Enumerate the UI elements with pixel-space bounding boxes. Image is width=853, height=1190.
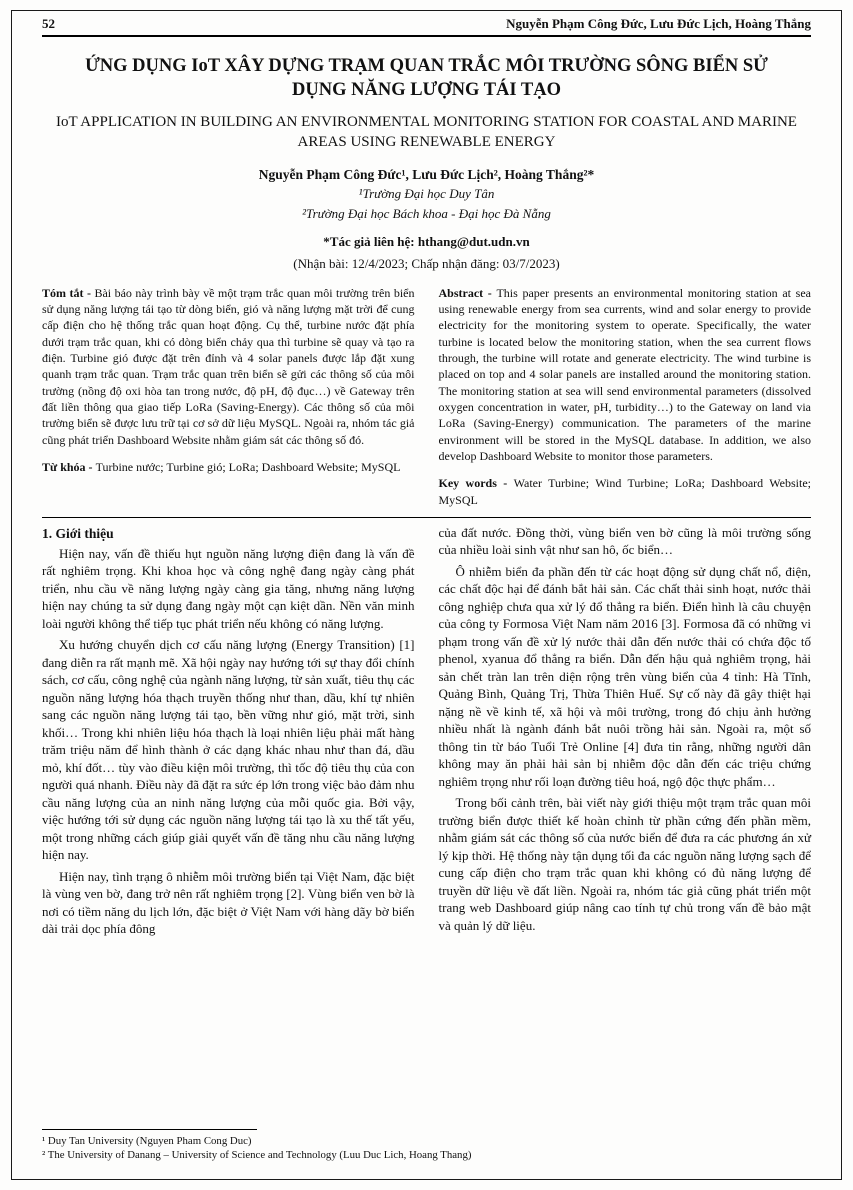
abstract-vi-text: Bài báo này trình bày về một trạm trắc quan môi trường trên biển sử dụng năng lượng tái tạo từ dòng biển, gió và năng lượng mặt trời để cung cấp điện cho hệ thống trắc quan hoạt động. Cụ thể, turbine nước đặt phía dưới trạm trắc quan, khi có dòng biển chảy qua thì turbine sẽ quay và tạo ra điện. Turbine gió được đặt trên đỉnh và 4 solar panels được lắp đặt xung quanh trạm trắc quan. Trạm trắc quan trên biển sẽ gửi các thông số của môi trường (nồng độ oxi hòa tan trong nước, độ pH, độ đục…) về Gateway trên đất liền thông qua giao tiếp LoRa (Saving-Energy). Các thông số của môi trường biển sẽ được lưu trữ tại cơ sở dữ liệu MySQL. Ngoài ra, nhóm tác giả cũng phát triển Dashboard Website nhằm giám sát các thông số đó. <box>42 285 415 447</box>
body-paragraph: Ô nhiễm biển đa phần đến từ các hoạt động sử dụng chất nổ, điện, các chất độc hại để đánh bắt hải sản. Các chất thải sinh hoạt, nước thải công nghiệp chưa qua xử lý đổ thẳng ra biển. Điển hình là câu chuyện của công ty Formosa Việt Nam năm 2016 [3]. Formosa đã có những vi phạm trong vấn đề xử lý nước thải dẫn đến nước thải có chứa độc tố phenol, xyanua đổ thẳng ra biển. Dẫn đến hậu quả nghiêm trọng, hải sản chết tràn lan trên diện rộng trên vùng biển của 4 tỉnh: Hà Tĩnh, Quảng Bình, Quảng Trị, Thừa Thiên Huế. Sự cố này đã gây thiệt hại nặng nề về kinh tế, xã hội và môi trường, trong đó chịu ảnh hưởng nhiều nhất là ngành đánh bắt nuôi trồng hải sản. Ngoài ra, một số thông tin từ báo Tuổi Trẻ Online [4] đưa tin rằng, những người dân không may ăn phải hải sản bị nhiễm độc dẫn đến các triệu chứng nghiêm trọng như rối loạn đường tiêu hoá, ngộ độc thực phẩm… <box>438 563 811 789</box>
footnote-2: ² The University of Danang – University of Science and Technology (Luu Duc Lich, Hoang Thang) <box>42 1149 472 1162</box>
running-head <box>42 16 811 32</box>
header-rule <box>42 35 811 37</box>
corresponding-author-line: *Tác giả liên hệ: hthang@dut.udn.vn <box>323 233 530 249</box>
abstract-vietnamese <box>42 285 415 448</box>
keywords-vietnamese <box>42 459 415 475</box>
title-vietnamese: ỨNG DỤNG IoT XÂY DỰNG TRẠM QUAN TRẮC MÔI TRƯỜNG SÔNG BIỂN SỬ DỤNG NĂNG LƯỢNG TÁI TẠO <box>85 56 768 101</box>
body-paragraph: Trong bối cảnh trên, bài viết này giới thiệu một trạm trắc quan môi trường biển được thiết kế hoàn chỉnh từ phần cứng đến phần mềm, nhằm giám sát các thông số của nước biển để đưa ra các phương án xử lý kịp thời. Hệ thống này tận dụng tối đa các nguồn năng lượng sạch để cung cấp điện cho trạm trắc quan khi không có đủ năng lượng để truyền dữ liệu về đất liền. Ngoài ra, nhóm tác giả cũng phát triển một trang web Dashboard giúp nâng cao tính tự chủ trong vấn đề bảo mật và quản lý dữ liệu. <box>438 795 811 933</box>
received-accepted-dates: (Nhận bài: 12/4/2023; Chấp nhận đăng: 03/7/2023) <box>293 255 560 271</box>
running-head-authors: Nguyễn Phạm Công Đức, Lưu Đức Lịch, Hoàng Thắng <box>506 16 811 31</box>
affiliation-2: ²Trường Đại học Bách khoa - Đại học Đà Nẵng <box>302 205 551 221</box>
footnote-block <box>42 1129 811 1163</box>
affiliation-1: ¹Trường Đại học Duy Tân <box>358 186 495 201</box>
section-divider-rule <box>42 517 811 518</box>
abstract-en-column <box>439 285 812 508</box>
footnote-rule <box>42 1129 257 1130</box>
author-line: Nguyễn Phạm Công Đức¹, Lưu Đức Lịch², Hoàng Thắng²* <box>258 167 595 182</box>
body-paragraph: Hiện nay, vấn đề thiếu hụt nguồn năng lượng điện đang là vấn đề rất nghiêm trọng. Khi khoa học và công nghệ đang ngày càng phát triển, nhu cầu về năng lượng ngày càng gia tăng, nhưng năng lượng hiện nay chúng ta sử dụng đang ngày một cạn kiệt dần. Nền văn minh loài người không thể tiếp tục phát triển nếu không có năng lượng. <box>42 545 415 631</box>
keywords-vi-text: Turbine nước; Turbine gió; LoRa; Dashboard Website; MySQL <box>95 459 401 474</box>
abstract-section <box>42 285 811 508</box>
body-paragraph-continuation: của đất nước. Đồng thời, vùng biển ven bờ cũng là môi trường sống của nhiều loài sinh vật như san hô, ốc biển… <box>438 524 811 558</box>
abstract-en-text: This paper presents an environmental monitoring station at sea using renewable energy from sea currents, wind and solar energy to provide electricity for the monitoring system to operate. Specifically, the water turbine is located below the monitoring station, when the sea current flows through, the turbine will rotate and generate electricity. The wind turbine is placed on top and 4 solar panels are installed around the monitoring station. The monitoring station at sea will send environmental parameters (dissolved oxygen concentration in water, pH, turbidity…) to the Gateway on land via LoRa (Saving-Energy) communication. The parameters of the marine environment will be stored in the MySQL database. In addition, we also develop Dashboard Website to monitor those parameters. <box>438 285 811 463</box>
body-left-column <box>42 524 415 942</box>
page-number: 52 <box>42 16 55 31</box>
keywords-en-label: Key words - <box>438 476 514 491</box>
abstract-en-label: Abstract - <box>438 285 497 300</box>
body-right-column <box>439 524 812 942</box>
section-heading-introduction: 1. Giới thiệu <box>42 525 114 541</box>
abstract-english <box>439 285 812 464</box>
keywords-vi-label: Từ khóa - <box>42 459 96 474</box>
body-paragraph: Hiện nay, tình trạng ô nhiễm môi trường biển tại Việt Nam, đặc biệt là vùng ven bờ, đang trở nên rất nghiêm trọng [2]. Vùng biển ven bờ là nơi có tiềm năng du lịch lớn, đặc biệt ở Việt Nam với hàng dãy bờ biển dài trải dọc phía đông <box>42 868 415 937</box>
title-english: IoT APPLICATION IN BUILDING AN ENVIRONMENTAL MONITORING STATION FOR COASTAL AND MARINE AREAS USING RENEWABLE ENERGY <box>56 113 797 150</box>
body-paragraph: Xu hướng chuyển dịch cơ cấu năng lượng (Energy Transition) [1] đang diễn ra rất mạnh mẽ. Xã hội ngày nay hướng tới sự thay đổi chính sách, cơ cấu, công nghệ của ngành năng lượng, từ sản xuất, tiêu thụ các nguồn năng lượng hóa thạch truyền thống như than, dầu, khí tự nhiên sang các nguồn năng lượng tái tạo, bền vững như gió, mặt trời, sinh khối… Trong khi nhiên liệu hóa thạch là loại nhiên liệu phải mất hàng trăm triệu năm để hình thành ở các dạng khác nhau như than đá, dầu mỏ, khí đốt… tùy vào điều kiện môi trường, thì tốc độ tiêu thụ của con người quá nhanh. Điều này đã đặt ra sức ép lớn trong việc bảo đảm nhu cầu năng lượng của an ninh năng lượng của mỗi quốc gia. Bởi vậy, việc hướng tới sử dụng các nguồn năng lượng tái tạo là xu thế tất yếu, một trong những cách giúp giải quyết vấn đề tăng nhu cầu năng lượng hiện nay. <box>42 637 415 863</box>
body-section <box>42 524 811 942</box>
footnote-1: ¹ Duy Tan University (Nguyen Pham Cong Duc) <box>42 1134 252 1147</box>
abstract-vi-label: Tóm tắt - <box>42 285 95 300</box>
keywords-english <box>439 475 812 508</box>
keywords-en-text: Water Turbine; Wind Turbine; LoRa; Dashboard Website; MySQL <box>438 476 811 507</box>
abstract-vi-column <box>42 285 415 508</box>
